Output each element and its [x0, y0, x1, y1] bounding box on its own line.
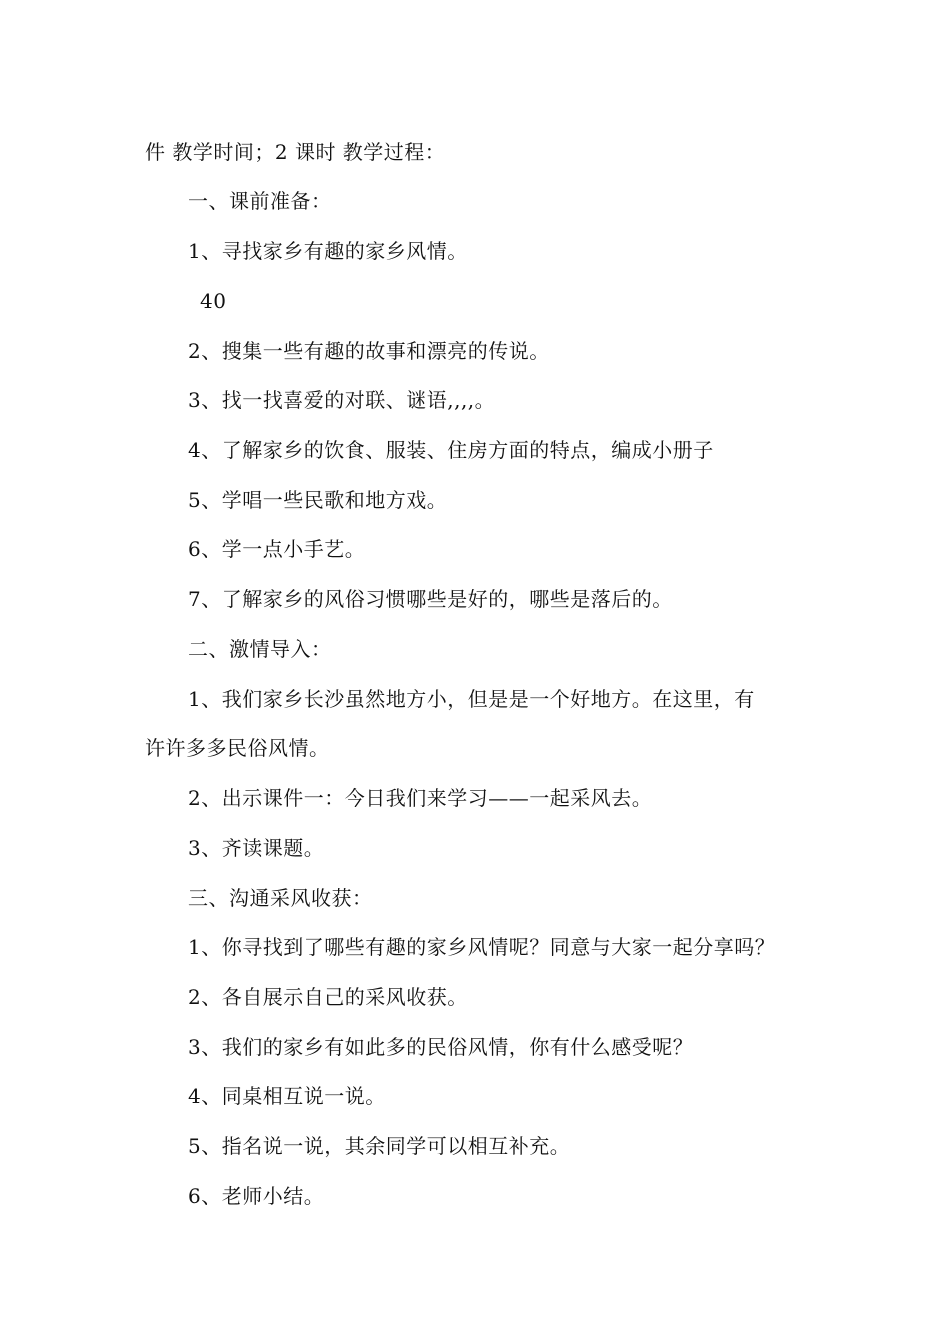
list-item: 4、了解家乡的饮食、服装、住房方面的特点，编成小册子 [188, 438, 714, 462]
list-item: 5、学唱一些民歌和地方戏。 [188, 488, 448, 512]
list-item: 1、你寻找到了哪些有趣的家乡风情呢？同意与大家一起分享吗？ [188, 935, 776, 959]
section-heading-intro: 二、激情导入： [188, 637, 332, 661]
list-item: 3、齐读课题。 [188, 836, 325, 860]
list-item: 1、寻找家乡有趣的家乡风情。 [188, 239, 468, 263]
list-item: 2、各自展示自己的采风收获。 [188, 985, 468, 1009]
list-item: 3、我们的家乡有如此多的民俗风情，你有什么感受呢？ [188, 1035, 694, 1059]
header-line: 件 教学时间；2 课时 教学过程： [145, 140, 446, 164]
list-item: 7、了解家乡的风俗习惯哪些是好的，哪些是落后的。 [188, 587, 673, 611]
list-item: 3、找一找喜爱的对联、谜语,,,,。 [188, 388, 496, 412]
list-item: 5、指名说一说，其余同学可以相互补充。 [188, 1134, 571, 1158]
list-item: 4、同桌相互说一说。 [188, 1084, 386, 1108]
list-item: 6、学一点小手艺。 [188, 537, 366, 561]
paragraph-line: 1、我们家乡长沙虽然地方小，但是是一个好地方。在这里，有 [188, 687, 755, 711]
page-number: 40 [200, 289, 227, 313]
paragraph-line-continued: 许许多多民俗风情。 [145, 736, 330, 760]
list-item: 2、出示课件一：今日我们来学习——一起采风去。 [188, 786, 653, 810]
section-heading-prep: 一、课前准备： [188, 189, 332, 213]
list-item: 2、搜集一些有趣的故事和漂亮的传说。 [188, 339, 550, 363]
list-item: 6、老师小结。 [188, 1184, 325, 1208]
section-heading-harvest: 三、沟通采风收获： [188, 886, 373, 910]
